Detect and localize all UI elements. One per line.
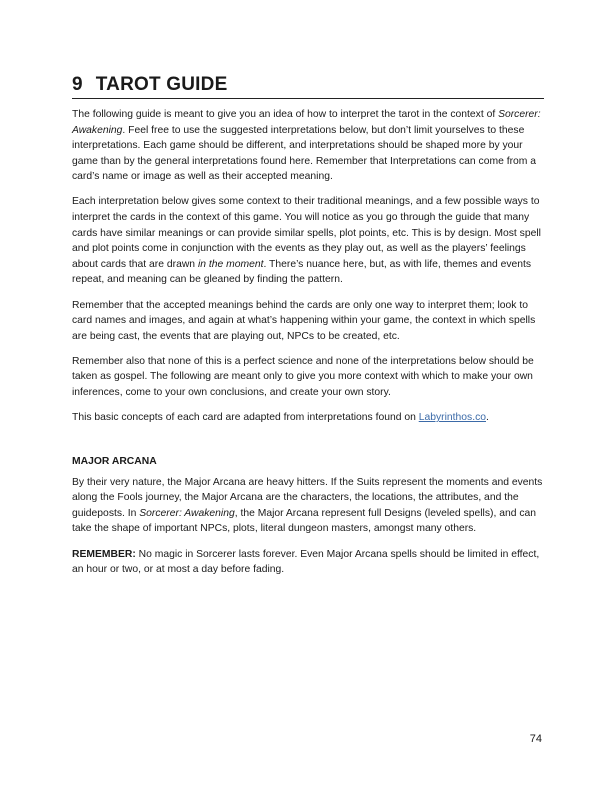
major-arcana-paragraph-1 [72,475,544,537]
text-run: By their very nature, the Major Arcana are heavy hitters. If the Suits represent the moments and events along the Fools journey, the Major Arcana are the characters, the locations, the attributes, and the guideposts. In [72,476,543,519]
game-title-italic: Sorcerer: Awakening [139,507,235,519]
text-run: . [486,412,489,424]
text-run: The following guide is meant to give you an idea of how to interpret the tarot in the context of [72,109,499,120]
source-paragraph [72,410,544,426]
text-run: No magic in Sorcerer lasts forever. Even Major Arcana spells should be limited in effect, an hour or two, or at most a day before fading. [72,548,540,576]
remember-label: REMEMBER: [72,548,136,560]
labyrinthos-link[interactable]: Labyrinthos.co [418,412,486,424]
chapter-number: 9 [72,74,83,95]
major-arcana-heading: MAJOR ARCANA [72,455,157,467]
chapter-heading [72,74,544,99]
intro-paragraph-3: Remember that the accepted meanings behind the cards are only one way to interpret them; look to card names and images, and again at what’s happening within your game, the context in which spells are being cast, the events that are playing out, NPCs to be created, etc. [72,299,536,342]
intro-paragraph-2 [72,194,544,288]
text-run: . There’s nuance here, but, as with life, themes and events repeat, and meaning can be gleaned by finding the pattern. [72,258,532,286]
intro-paragraph-1 [72,107,544,185]
chapter-title: TAROT GUIDE [95,74,228,95]
intro-paragraph-4: Remember also that none of this is a perfect science and none of the interpretations below should be taken as gospel. The following are meant only to give you more context with which to make your own inferences, come to your own conclusions, and create your own story. [72,355,534,398]
text-run: , the Major Arcana represent full Designs (leveled spells), and can take the shape of important NPCs, plots, literal dungeon masters, amongst many others. [72,507,537,535]
page-number: 74 [529,733,542,745]
text-run: . Feel free to use the suggested interpretations below, but don’t limit yourselves to these interpretations. Each game should be different, and interpretations should be shaped more by your game than by the general interpretations found here. Remember that Interpretations can come from a card’s name or image as well as their accepted meaning. [72,124,537,183]
text-run: Each interpretation below gives some context to their traditional meanings, and a few possible ways to interpret the cards in the context of this game. You will notice as you go through the guide that many cards have similar meanings or can provide similar spells, plot points, etc. This is by design. Most spell and plot points come in conjunction with the events as they play out, as well as the players’ feelings about cards that are drawn [72,196,541,270]
remember-paragraph [72,547,544,578]
text-run: This basic concepts of each card are adapted from interpretations found on [72,412,419,424]
emphasis-italic: in the moment [197,258,264,270]
page-content [72,74,544,587]
game-title-italic: Sorcerer: Awakening [72,109,541,136]
